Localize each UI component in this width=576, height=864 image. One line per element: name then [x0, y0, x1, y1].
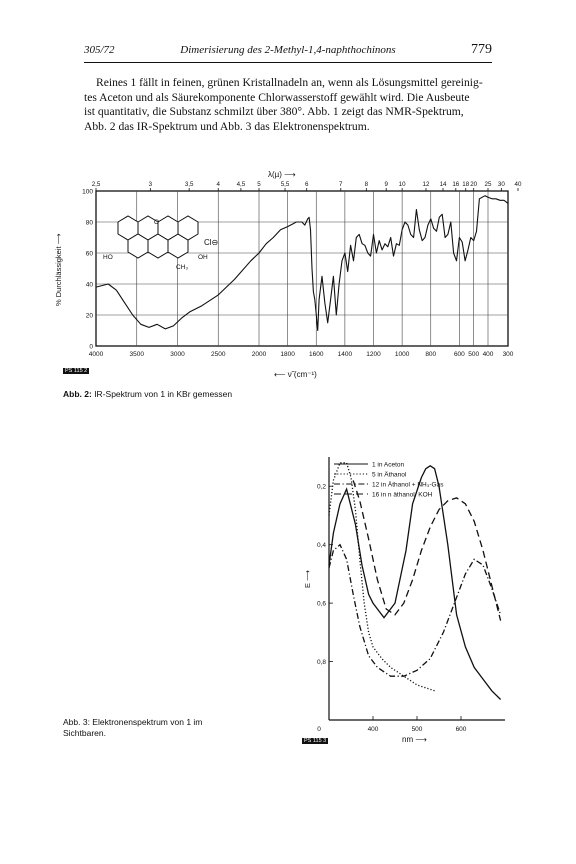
ir-y-axis-label: % Durchlässigkeit ⟶ [54, 233, 63, 306]
ir-plot-frame [96, 191, 508, 346]
ion-label: Cl⊖ [204, 238, 219, 247]
uv-series-curve [353, 480, 500, 620]
figure2-caption [63, 389, 232, 399]
ir-wavelength-tick-label: 3,5 [184, 181, 194, 188]
structure-label-ho: HO [103, 254, 113, 261]
header-title: Dimerisierung des 2-Methyl-1,4-naphthochinons [180, 44, 396, 56]
figure3-caption [63, 717, 202, 739]
uv-x-tick-label: 600 [455, 726, 467, 733]
ir-wavenumber-tick-label: 1800 [280, 351, 295, 358]
ir-wavelength-tick-label: 10 [398, 181, 406, 188]
uv-x-tick-label: 500 [411, 726, 423, 733]
uv-x-axis-label: nm ⟶ [402, 735, 427, 744]
ir-wavelength-tick-label: 30 [497, 181, 505, 188]
structure-label-oh: OH [198, 254, 208, 261]
ir-wavenumber-tick-label: 3000 [170, 351, 185, 358]
ir-wavenumber-tick-label: 1400 [337, 351, 353, 358]
ir-wavelength-tick-label: 16 [452, 181, 460, 188]
ir-wavelength-tick-label: 9 [384, 181, 388, 188]
ir-wavelength-tick-label: 3 [148, 181, 153, 188]
ir-spectrum-figure [82, 181, 522, 358]
uv-figure-stamp: PS 115 3 [304, 738, 327, 744]
uv-legend-label: 1 in Aceton [372, 461, 405, 469]
ir-wavenumber-tick-label: 4000 [88, 351, 104, 358]
ir-wavenumber-tick-label: 2000 [251, 351, 267, 358]
ir-wavelength-tick-label: 14 [439, 181, 447, 188]
uv-y-axis-label: E ⟶ [303, 570, 312, 588]
figure2-caption-text: IR-Spektrum von 1 in KBr gemessen [94, 389, 233, 399]
ir-transmission-tick-label: 80 [85, 219, 93, 227]
ir-ticks [82, 181, 522, 358]
structure-label-ch3: CH₃ [176, 264, 189, 271]
ir-transmission-tick-label: 100 [82, 188, 93, 196]
electronic-spectrum-figure [317, 457, 505, 733]
uv-x-tick-label: 0 [317, 726, 321, 733]
ir-wavelength-tick-label: 12 [422, 181, 430, 188]
structure-label-o: O [154, 219, 160, 226]
ir-wavelength-tick-label: 5,5 [280, 181, 290, 188]
paragraph-line: Abb. 2 das IR-Spektrum und Abb. 3 das Elektronenspektrum. [84, 119, 370, 133]
ir-wavelength-tick-label: 7 [339, 181, 343, 188]
paragraph-line: tes Aceton und als Säurekomponente Chlorwasserstoff gewählt wird. Die Ausbeute [84, 90, 470, 104]
ir-wavenumber-tick-label: 3500 [129, 351, 144, 358]
ir-transmission-tick-label: 60 [85, 250, 93, 258]
ir-wavenumber-tick-label: 1200 [366, 351, 381, 358]
ir-wavelength-tick-label: 2,5 [91, 181, 101, 188]
ir-wavelength-tick-label: 20 [470, 181, 478, 188]
ir-transmission-tick-label: 20 [85, 312, 93, 320]
ir-wavelength-tick-label: 4 [216, 181, 220, 188]
header-page-range: 305/72 [84, 44, 115, 56]
ir-wavelength-tick-label: 25 [484, 181, 492, 188]
figure3-caption-line: Abb. 3: Elektronenspektrum von 1 im [63, 717, 203, 727]
figure3-caption-line: Sichtbaren. [63, 728, 106, 738]
page-number: 779 [471, 42, 492, 57]
uv-y-tick-label: 0,6 [316, 600, 326, 608]
paragraph-line: Reines 1 fällt in feinen, grünen Kristallnadeln an, wenn als Lösungsmittel gereinig- [96, 76, 483, 89]
ir-wavenumber-tick-label: 2500 [211, 351, 226, 358]
ir-top-axis-label: λ(µ) ⟶ [268, 170, 296, 179]
ir-grid [96, 191, 508, 346]
ir-wavelength-tick-label: 4,5 [236, 181, 246, 188]
ir-transmission-tick-label: 40 [85, 281, 93, 289]
uv-y-tick-label: 0,8 [316, 659, 326, 667]
uv-series-curve [329, 545, 501, 677]
figure2-caption-label: Abb. 2: [63, 389, 92, 399]
ir-wavelength-tick-label: 8 [364, 181, 369, 188]
ir-wavelength-tick-label: 40 [514, 181, 522, 188]
ir-wavenumber-tick-label: 600 [453, 351, 465, 358]
ir-wavelength-tick-label: 6 [304, 181, 309, 188]
ir-transmission-curve [96, 196, 508, 331]
ir-wavenumber-tick-label: 500 [468, 351, 480, 358]
ir-transmission-tick-label: 0 [89, 343, 93, 351]
ir-wavelength-tick-label: 18 [462, 181, 470, 188]
ir-figure-stamp: PS 115 2 [65, 368, 88, 374]
ir-wavenumber-tick-label: 1600 [309, 351, 324, 358]
ir-wavelength-tick-label: 5 [257, 181, 261, 188]
ir-bottom-axis-label: ⟵ ν̃ (cm⁻¹) [274, 370, 317, 379]
uv-legend-label: 12 in Äthanol + NH₃-Gas [372, 481, 444, 489]
ir-wavenumber-tick-label: 300 [502, 351, 514, 358]
uv-y-tick-label: 0,2 [316, 483, 326, 491]
uv-legend-label: 5 in Äthanol [372, 471, 407, 479]
paragraph-line: ist quantitativ, die Substanz schmilzt über 380°. Abb. 1 zeigt das NMR-Spektrum, [84, 105, 464, 119]
uv-legend-label: 16 in n äthanol. KOH [372, 491, 433, 499]
ir-wavenumber-tick-label: 800 [425, 351, 437, 358]
uv-x-tick-label: 400 [367, 726, 379, 733]
ir-wavenumber-tick-label: 400 [482, 351, 494, 358]
uv-y-tick-label: 0,4 [316, 542, 326, 550]
ir-wavenumber-tick-label: 1000 [394, 351, 410, 358]
